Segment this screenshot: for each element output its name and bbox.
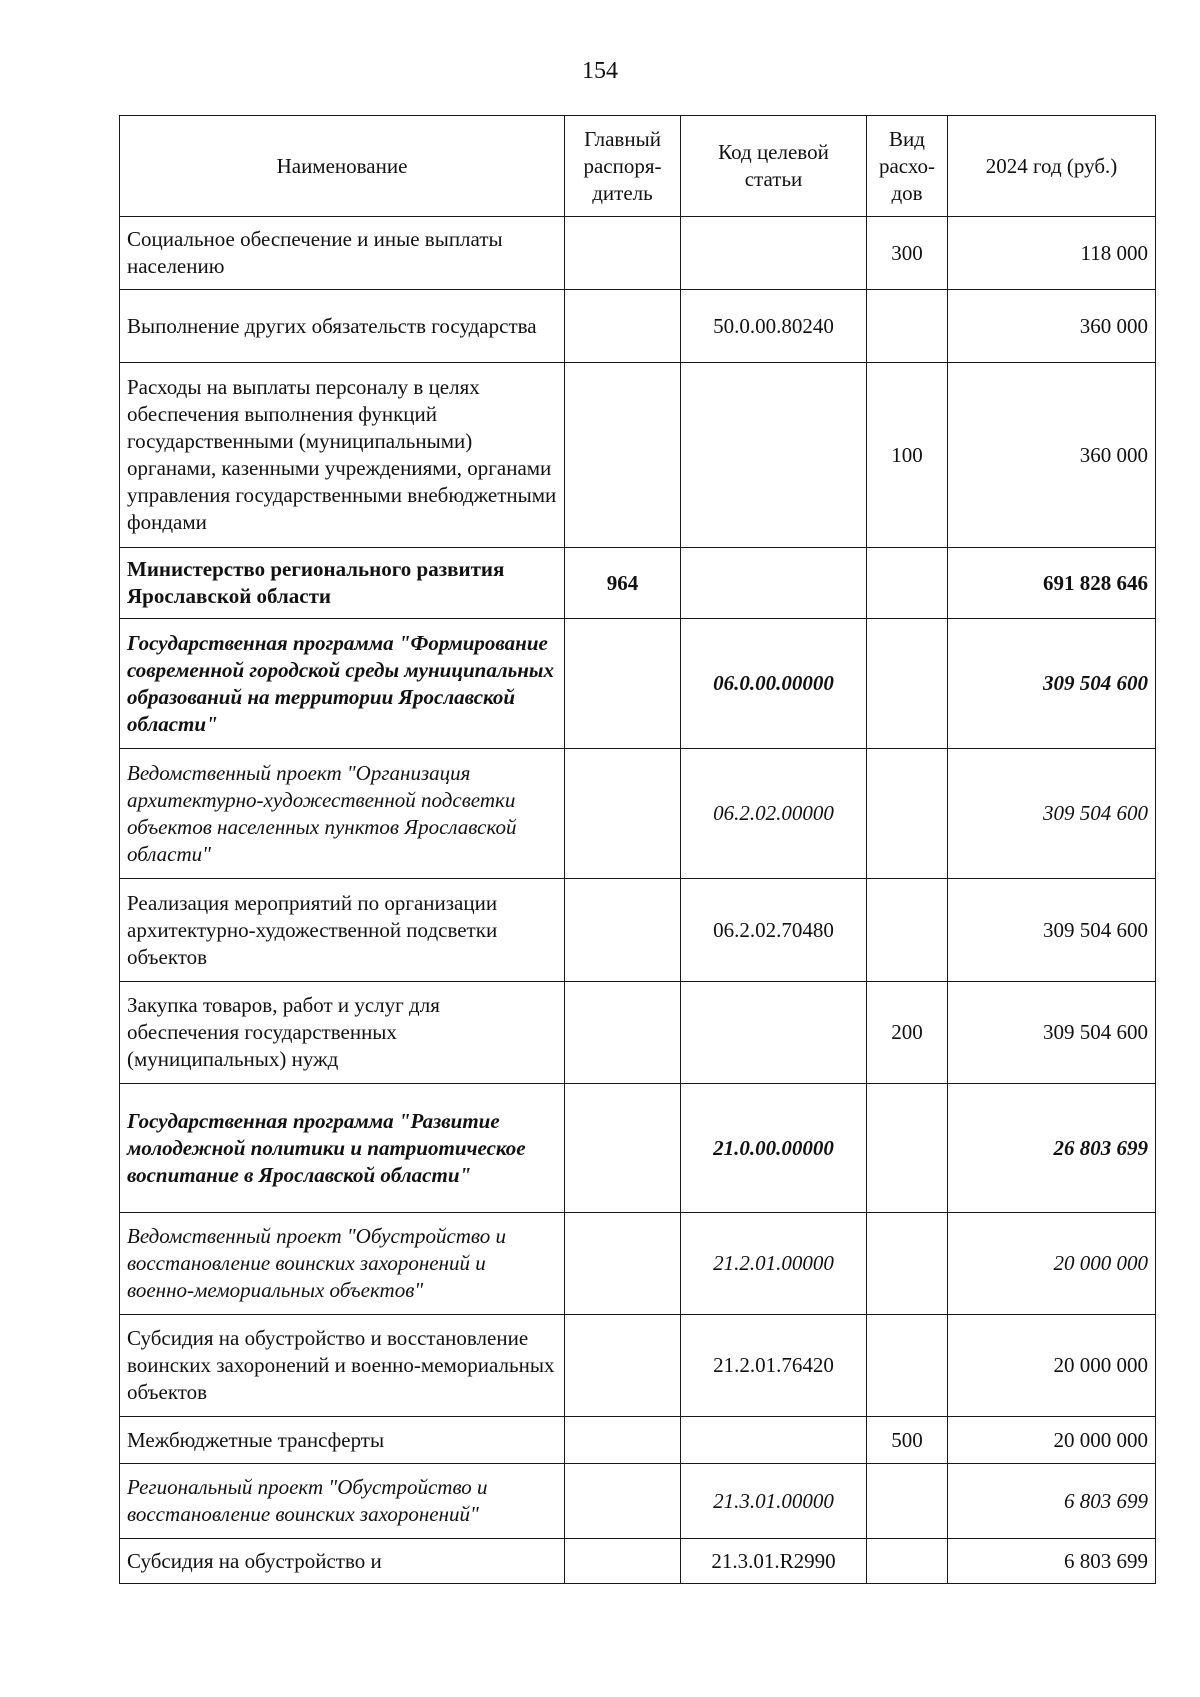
row-amount: 6 803 699 [948,1539,1156,1584]
row-admin [565,290,681,363]
row-type [867,879,948,982]
table-row [120,1417,1156,1464]
row-name: Субсидия на обустройство и [120,1539,565,1584]
row-code [681,217,867,290]
header-code: Код целевой статьи [681,116,867,217]
table-header-row [120,116,1156,217]
row-name: Министерство регионального развития Ярославской области [120,548,565,619]
row-amount: 20 000 000 [948,1315,1156,1417]
table-row [120,1315,1156,1417]
header-name: Наименование [120,116,565,217]
row-name: Межбюджетные трансферты [120,1417,565,1464]
row-type: 300 [867,217,948,290]
row-name: Выполнение других обязательств государства [120,290,565,363]
row-admin [565,749,681,879]
row-admin [565,982,681,1084]
row-admin [565,879,681,982]
row-admin [565,1213,681,1315]
row-code [681,982,867,1084]
row-code: 21.2.01.00000 [681,1213,867,1315]
table-row [120,290,1156,363]
row-admin [565,1084,681,1213]
row-amount: 6 803 699 [948,1464,1156,1539]
row-amount: 20 000 000 [948,1213,1156,1315]
table-row [120,749,1156,879]
table-row [120,1084,1156,1213]
row-admin [565,619,681,749]
row-admin [565,363,681,548]
table-row [120,982,1156,1084]
row-code [681,548,867,619]
row-amount: 360 000 [948,363,1156,548]
row-code: 06.2.02.00000 [681,749,867,879]
row-code: 21.3.01.R2990 [681,1539,867,1584]
row-name: Ведомственный проект "Организация архитектурно-художественной подсветки объектов населенных пунктов Ярославской области" [120,749,565,879]
table-row [120,363,1156,548]
row-amount: 309 504 600 [948,879,1156,982]
row-amount: 309 504 600 [948,619,1156,749]
row-type [867,749,948,879]
row-admin [565,1464,681,1539]
row-type: 100 [867,363,948,548]
row-code: 21.0.00.00000 [681,1084,867,1213]
row-admin [565,1539,681,1584]
row-type: 200 [867,982,948,1084]
table-row [120,879,1156,982]
row-name: Региональный проект "Обустройство и восстановление воинских захоронений" [120,1464,565,1539]
row-type [867,1315,948,1417]
row-amount: 309 504 600 [948,749,1156,879]
header-amount: 2024 год (руб.) [948,116,1156,217]
row-name: Закупка товаров, работ и услуг для обеспечения государственных (муниципальных) нужд [120,982,565,1084]
row-amount: 20 000 000 [948,1417,1156,1464]
row-name: Государственная программа "Развитие молодежной политики и патриотическое воспитание в Ярославской области" [120,1084,565,1213]
row-name: Расходы на выплаты персоналу в целях обеспечения выполнения функций государственными (муниципальными) органами, казенными учреждениями, органами управления государственными внебюджетными фондами [120,363,565,548]
row-type [867,1084,948,1213]
row-name: Социальное обеспечение и иные выплаты населению [120,217,565,290]
row-code: 06.2.02.70480 [681,879,867,982]
row-name: Субсидия на обустройство и восстановление воинских захоронений и военно-мемориальных объектов [120,1315,565,1417]
row-code: 50.0.00.80240 [681,290,867,363]
row-type [867,290,948,363]
row-admin [565,1315,681,1417]
row-code: 21.2.01.76420 [681,1315,867,1417]
row-type [867,619,948,749]
header-type: Вид расхо-дов [867,116,948,217]
row-admin [565,1417,681,1464]
row-code [681,1417,867,1464]
row-admin: 964 [565,548,681,619]
row-amount: 118 000 [948,217,1156,290]
row-name: Государственная программа "Формирование современной городской среды муниципальных образований на территории Ярославской области" [120,619,565,749]
row-type [867,1213,948,1315]
row-type [867,1464,948,1539]
table-row [120,619,1156,749]
row-name: Реализация мероприятий по организации архитектурно-художественной подсветки объектов [120,879,565,982]
table-row [120,1539,1156,1584]
row-admin [565,217,681,290]
row-type [867,548,948,619]
row-type: 500 [867,1417,948,1464]
budget-table [119,115,1156,1584]
row-code [681,363,867,548]
row-amount: 360 000 [948,290,1156,363]
table-row [120,548,1156,619]
header-admin: Главный распоря-дитель [565,116,681,217]
row-code: 06.0.00.00000 [681,619,867,749]
table-row [120,217,1156,290]
row-amount: 309 504 600 [948,982,1156,1084]
table-row [120,1213,1156,1315]
page-number: 154 [582,58,618,84]
row-name: Ведомственный проект "Обустройство и восстановление воинских захоронений и военно-мемориальных объектов" [120,1213,565,1315]
row-code: 21.3.01.00000 [681,1464,867,1539]
row-amount: 26 803 699 [948,1084,1156,1213]
row-type [867,1539,948,1584]
table-row [120,1464,1156,1539]
row-amount: 691 828 646 [948,548,1156,619]
